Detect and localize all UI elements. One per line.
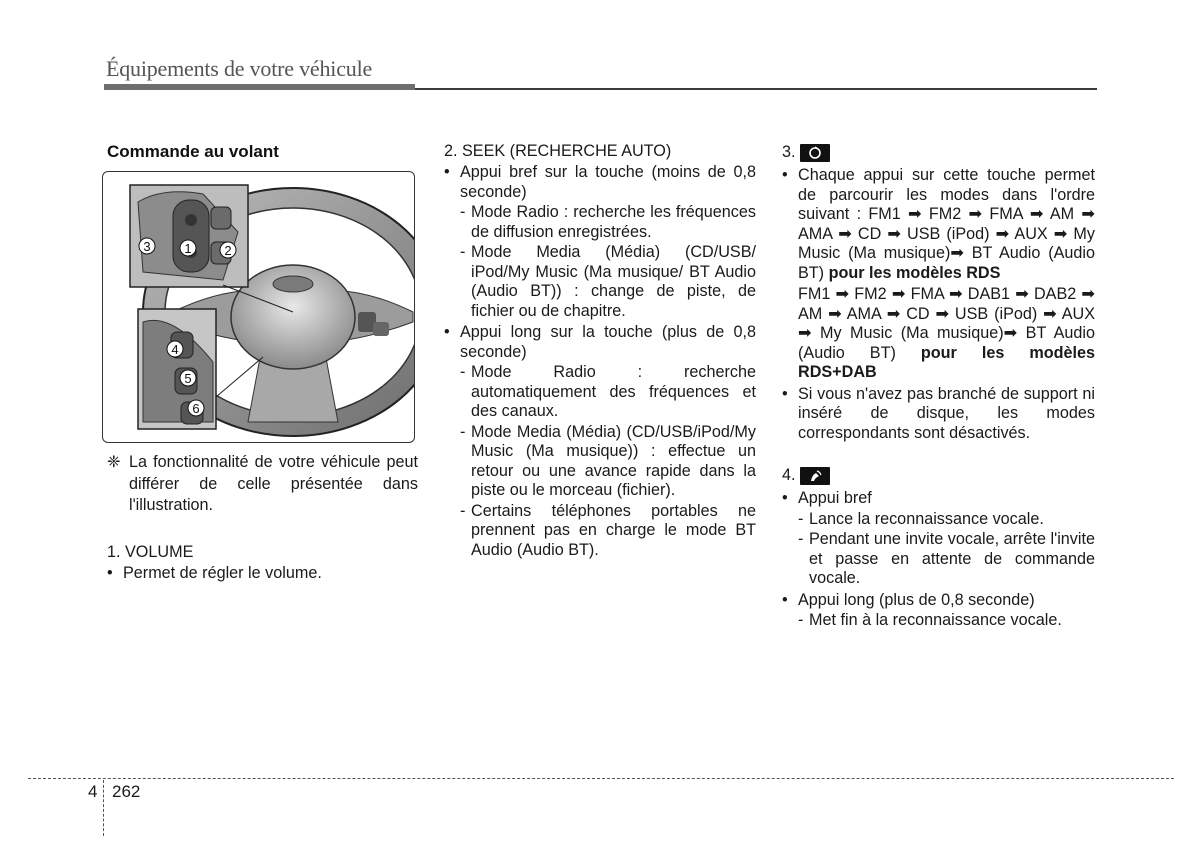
short-press-bullet: • Appui bref sur la touche (moins de 0,8 seconde) (444, 163, 756, 202)
svg-text:4: 4 (171, 342, 179, 357)
seek-title: 2. SEEK (RECHERCHE AUTO) (444, 142, 672, 160)
column-3 (782, 142, 1095, 631)
voice-long-bullet: • Appui long (plus de 0,8 seconde) (782, 591, 1095, 611)
section-heading: Commande au volant (107, 142, 279, 161)
long-press-media: - Mode Media (Média) (CD/USB/iPod/My Music (Ma musique)) : effectue un retour ou une avance rapide dans la piste ou le morceau (fichier). (460, 423, 756, 501)
long-press-radio: - Mode Radio : recherche automatiquement des fréquences et des canaux. (460, 363, 756, 422)
footer-rule (28, 778, 1174, 779)
mode-icon (800, 144, 830, 162)
header-rule-thick (104, 84, 415, 90)
phones-note: - Certains téléphones portables ne prennent pas en charge le mode BT Audio (Audio BT). (460, 502, 756, 561)
long-press-bullet: • Appui long sur la touche (plus de 0,8 seconde) (444, 323, 756, 362)
svg-text:3: 3 (143, 239, 151, 254)
mode-cycle-bullet (782, 166, 1095, 283)
no-media-bullet: • Si vous n'avez pas branché de support ni inséré de disque, les modes correspondants sont désactivés. (782, 385, 1095, 444)
note-symbol: ❈ (107, 453, 121, 471)
voice-short-d2: - Pendant une invite vocale, arrête l'invite et passe en attente de commande vocale. (798, 530, 1095, 589)
volume-bullet: • Permet de régler le volume. (107, 564, 418, 584)
page-header-title: Équipements de votre véhicule (106, 56, 373, 81)
svg-text:6: 6 (192, 401, 200, 416)
mode-cycle-dab (782, 285, 1095, 383)
item-4-number: 4. (782, 466, 796, 485)
item-3-header (782, 142, 1095, 164)
rds-bold: pour les modèles RDS (828, 263, 1001, 282)
footer-vertical-rule (103, 780, 104, 836)
illustration-note (107, 452, 418, 517)
volume-title: 1. VOLUME (107, 542, 194, 561)
steering-wheel-drawing (103, 172, 415, 443)
item-3-number: 3. (782, 143, 796, 162)
short-press-radio: - Mode Radio : recherche les fréquences de diffusion enregistrées. (460, 203, 756, 242)
section-number: 4 (88, 782, 98, 801)
steering-wheel-illustration (102, 171, 415, 443)
column-1 (107, 142, 418, 583)
svg-text:2: 2 (224, 243, 232, 258)
voice-icon (800, 467, 830, 485)
voice-short-d1: - Lance la reconnaissance vocale. (798, 510, 1095, 530)
voice-short-bullet: • Appui bref (782, 489, 1095, 509)
short-press-media: - Mode Media (Média) (CD/USB/ iPod/My Music (Ma musique/ BT Audio (Audio BT)) : change de piste, de fichier ou de chapitre. (460, 243, 756, 321)
svg-text:5: 5 (184, 371, 192, 386)
column-2 (444, 142, 756, 560)
note-text: La fonctionnalité de votre véhicule peut différer de celle présentée dans l'illustration. (129, 453, 418, 514)
mode-cycle-rds: Chaque appui sur cette touche permet de parcourir les modes dans l'ordre suivant : FM1 ➡ FM2 ➡ FMA ➡ AM ➡ AMA ➡ CD ➡ USB (iPod) ➡ AUX ➡ My Music (Ma musique)➡ BT Audio (Audio BT) (798, 166, 1095, 282)
mode-cycle-dab-text: FM1 ➡ FM2 ➡ FMA ➡ DAB1 ➡ DAB2 ➡ AM ➡ AMA ➡ CD ➡ USB (iPod) ➡ AUX ➡ My Music (Ma musique)➡ BT Audio (Audio BT) (798, 285, 1095, 362)
voice-long-d1: - Met fin à la reconnaissance vocale. (798, 611, 1095, 631)
svg-text:1: 1 (184, 241, 192, 256)
rds-dab-bold: pour les modèles RDS+DAB (798, 343, 1096, 381)
page-number: 262 (112, 782, 141, 801)
item-4-header (782, 465, 1095, 487)
header-rule-thin (415, 88, 1097, 90)
